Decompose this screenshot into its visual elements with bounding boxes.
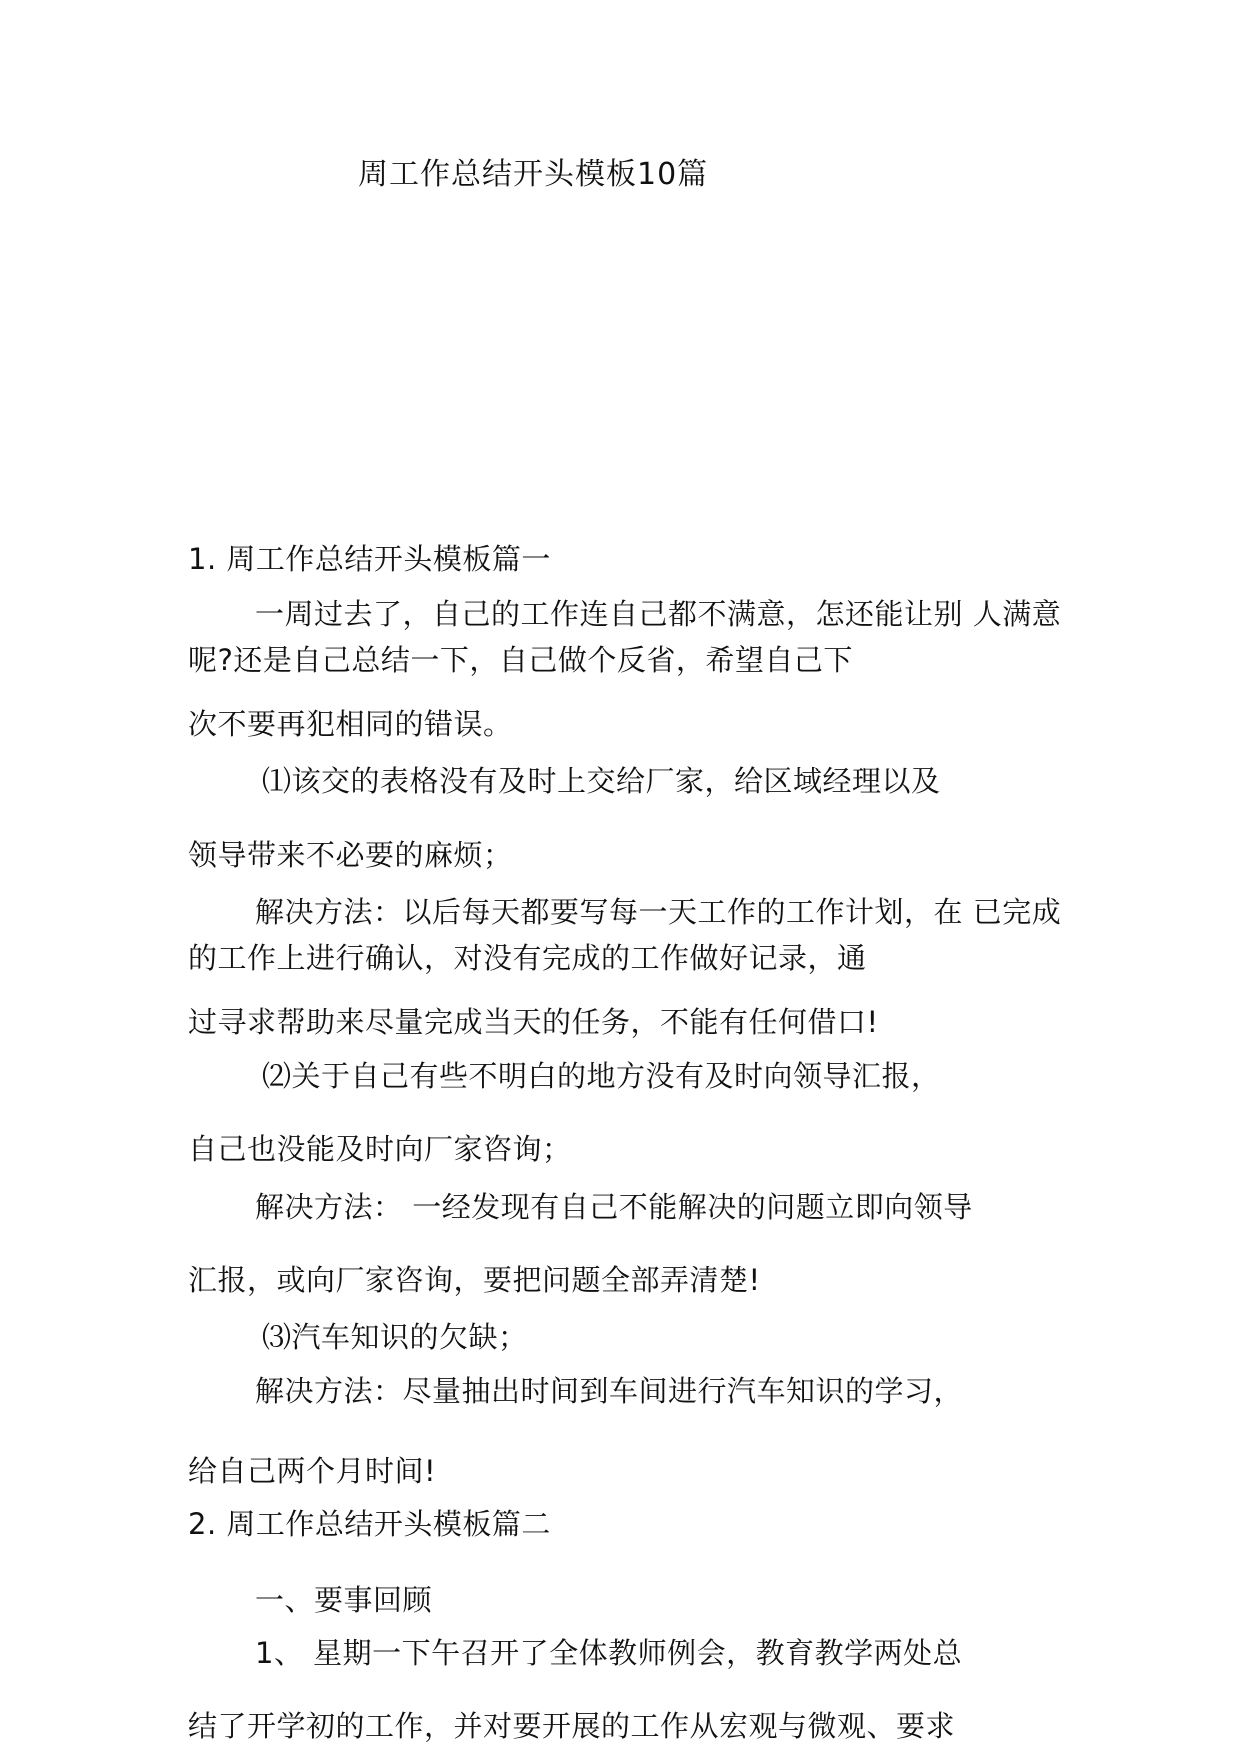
paragraph-line: 解决方法：以后每天都要写每一天工作的工作计划，在 已完成 [255,895,1062,929]
paragraph-line: 解决方法： 一经发现有自己不能解决的问题立即向领导 [255,1190,973,1224]
paragraph-line: 自己也没能及时向厂家咨询； [188,1132,572,1166]
list-item-2: ⑵关于自己有些不明白的地方没有及时向领导汇报， [262,1059,941,1093]
paragraph-line: 次不要再犯相同的错误。 [188,707,513,741]
paragraph-line: 汇报，或向厂家咨询，要把问题全部弄清楚! [188,1263,761,1297]
list-item-1: ⑴该交的表格没有及时上交给厂家，给区域经理以及 [262,764,941,798]
paragraph-line: 结了开学初的工作，并对要开展的工作从宏观与微观、要求 [188,1709,956,1743]
paragraph-line: 给自己两个月时间! [188,1454,437,1488]
paragraph-line: 的工作上进行确认，对没有完成的工作做好记录，通 [188,941,867,975]
document-title: 周工作总结开头模板10篇 [358,157,709,192]
paragraph-line: 一周过去了，自己的工作连自己都不满意，怎还能让别 人满意 [255,597,1062,631]
paragraph-line: 解决方法：尽量抽出时间到车间进行汽车知识的学习， [255,1374,964,1408]
paragraph-line: 过寻求帮助来尽量完成当天的任务，不能有任何借口! [188,1005,879,1039]
subsection-heading: 一、要事回顾 [255,1583,433,1617]
paragraph-line: 领导带来不必要的麻烦； [188,838,513,872]
list-item-3: ⑶汽车知识的欠缺； [262,1320,528,1354]
paragraph-line: 1、 星期一下午召开了全体教师例会，教育教学两处总 [255,1636,963,1670]
paragraph-line: 呢?还是自己总结一下，自己做个反省，希望自己下 [188,643,853,677]
section-heading: 1. 周工作总结开头模板篇一 [188,542,551,576]
section-heading: 2. 周工作总结开头模板篇二 [188,1507,551,1541]
